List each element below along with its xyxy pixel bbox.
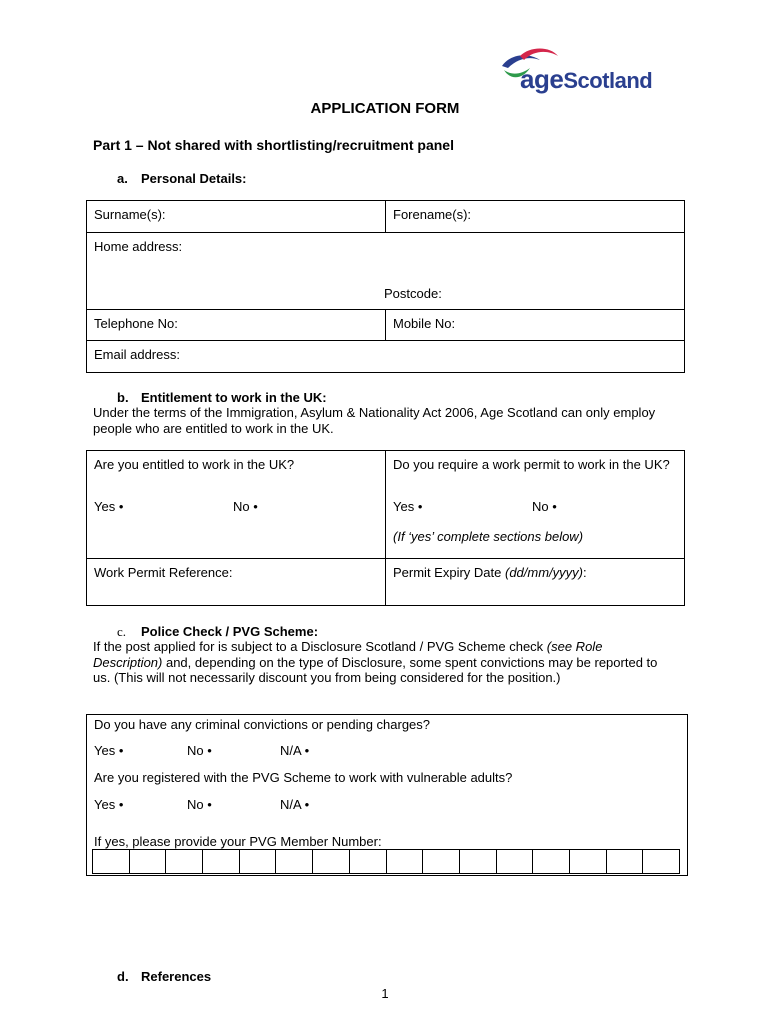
logo-wordmark: ageScotland xyxy=(520,64,653,94)
digit-box[interactable] xyxy=(643,850,679,873)
entitled-no-option[interactable]: No • xyxy=(233,499,258,514)
digit-box[interactable] xyxy=(240,850,277,873)
pvg-intro: If the post applied for is subject to a Disclosure Scotland / PVG Scheme check (see Role Description) and, depending on the type of Disclosure, some spent convictions may be reported to us. (This will not necessarily discount you from being considered for the position.) xyxy=(93,639,658,685)
digit-box[interactable] xyxy=(350,850,387,873)
permit-question-cell: Do you require a work permit to work in the UK? Yes • No • (If ‘yes’ complete sections below) xyxy=(386,451,685,559)
section-c-heading: c. Police Check / PVG Scheme: xyxy=(117,624,319,639)
convictions-no-option[interactable]: No • xyxy=(187,743,212,758)
digit-box[interactable] xyxy=(607,850,644,873)
pvg-no-option[interactable]: No • xyxy=(187,797,212,812)
convictions-question: Do you have any criminal convictions or pending charges? xyxy=(94,717,431,732)
section-a-heading: a. Personal Details: xyxy=(117,171,247,186)
permit-no-option[interactable]: No • xyxy=(532,499,557,514)
entitlement-intro: Under the terms of the Immigration, Asylum & Nationality Act 2006, Age Scotland can only employ people who are entitled to work in the UK. xyxy=(93,405,656,436)
entitled-question-cell: Are you entitled to work in the UK? Yes • No • xyxy=(87,451,386,559)
entitled-yes-option[interactable]: Yes • xyxy=(94,499,124,514)
digit-box[interactable] xyxy=(570,850,607,873)
digit-box[interactable] xyxy=(166,850,203,873)
page-title: APPLICATION FORM xyxy=(310,100,460,117)
digit-box[interactable] xyxy=(203,850,240,873)
age-scotland-logo xyxy=(500,46,675,96)
digit-box[interactable] xyxy=(460,850,497,873)
surname-field[interactable]: Surname(s): xyxy=(87,201,386,233)
part-heading: Part 1 – Not shared with shortlisting/recruitment panel xyxy=(93,137,454,153)
digit-box[interactable] xyxy=(130,850,167,873)
pvg-member-number-label: If yes, please provide your PVG Member Number: xyxy=(94,834,382,849)
forename-field[interactable]: Forename(s): xyxy=(386,201,685,233)
email-field[interactable]: Email address: xyxy=(87,341,685,373)
work-permit-reference-field[interactable]: Work Permit Reference: xyxy=(87,559,386,606)
digit-box[interactable] xyxy=(93,850,130,873)
digit-box[interactable] xyxy=(533,850,570,873)
section-b-heading: b. Entitlement to work in the UK: xyxy=(117,390,327,405)
permit-yes-option[interactable]: Yes • xyxy=(393,499,423,514)
pvg-na-option[interactable]: N/A • xyxy=(280,797,310,812)
telephone-field[interactable]: Telephone No: xyxy=(87,310,386,341)
pvg-question: Are you registered with the PVG Scheme to work with vulnerable adults? xyxy=(94,770,513,785)
convictions-yes-option[interactable]: Yes • xyxy=(94,743,124,758)
convictions-na-option[interactable]: N/A • xyxy=(280,743,310,758)
pvg-yes-option[interactable]: Yes • xyxy=(94,797,124,812)
digit-box[interactable] xyxy=(497,850,534,873)
permit-expiry-field[interactable]: Permit Expiry Date (dd/mm/yyyy): xyxy=(386,559,685,606)
section-d-heading: d. References xyxy=(117,969,212,984)
digit-box[interactable] xyxy=(387,850,424,873)
postcode-label: Postcode: xyxy=(384,286,442,301)
if-yes-note: (If ‘yes’ complete sections below) xyxy=(393,529,584,544)
digit-box[interactable] xyxy=(423,850,460,873)
digit-box[interactable] xyxy=(276,850,313,873)
pvg-member-number-input[interactable] xyxy=(92,849,680,874)
personal-details-table xyxy=(86,200,685,373)
home-address-field[interactable]: Home address: Postcode: xyxy=(87,233,685,310)
page-number: 1 xyxy=(381,986,389,1001)
police-check-box xyxy=(86,714,688,876)
digit-box[interactable] xyxy=(313,850,350,873)
entitlement-table xyxy=(86,450,685,606)
mobile-field[interactable]: Mobile No: xyxy=(386,310,685,341)
